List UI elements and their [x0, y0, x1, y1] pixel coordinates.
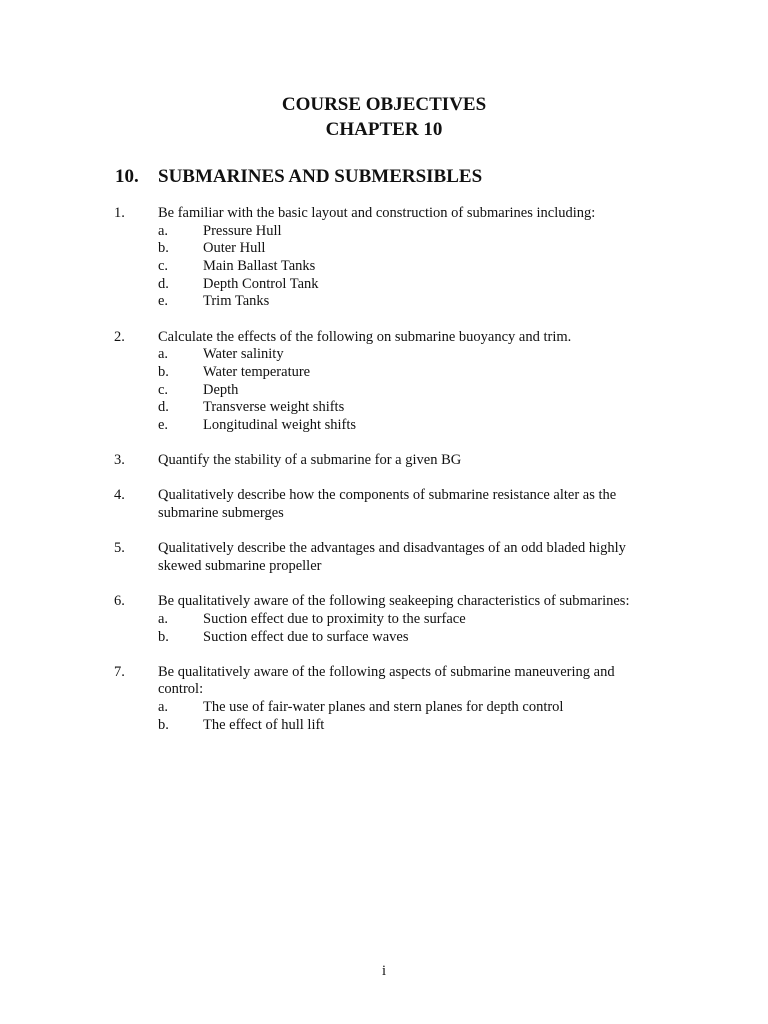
sub-item-letter: b.: [158, 364, 169, 380]
sub-item-letter: b.: [158, 628, 169, 645]
objective-item: [0, 329, 768, 435]
sub-item-text: Main Ballast Tanks: [203, 258, 316, 275]
objective-line: [0, 329, 768, 347]
sub-item-letter: c.: [158, 381, 169, 398]
objectives-list: [0, 205, 768, 752]
objective-item: [0, 452, 768, 470]
objective-line: [0, 452, 768, 470]
sub-item-text: The use of fair-water planes and stern planes for depth control: [203, 699, 564, 716]
sub-item-text: Outer Hull: [203, 240, 266, 257]
sub-item: [0, 611, 768, 629]
objective-item: [0, 664, 768, 735]
page-title: COURSE OBJECTIVES: [281, 94, 487, 115]
objective-text: control:: [158, 681, 204, 698]
sub-item-text: Water temperature: [203, 364, 311, 380]
sub-item: [0, 417, 768, 435]
objective-line: [0, 681, 768, 699]
objective-text: skewed submarine propeller: [158, 558, 322, 574]
sub-item-text: Pressure Hull: [203, 222, 282, 239]
objective-item: [0, 593, 768, 646]
objective-number: 3.: [114, 452, 125, 469]
objective-text: Qualitatively describe how the components of submarine resistance alter as the: [158, 487, 617, 504]
sub-item-text: Depth Control Tank: [203, 275, 319, 292]
sub-item-letter: e.: [158, 417, 169, 434]
objective-line: [0, 205, 768, 223]
sub-item-letter: a.: [158, 222, 169, 239]
objective-line: [0, 487, 768, 505]
sub-item: [0, 258, 768, 276]
objective-number: 1.: [114, 205, 125, 221]
sub-item-letter: a.: [158, 699, 169, 716]
objective-number: 4.: [114, 487, 125, 504]
section-number: 10.: [115, 166, 139, 187]
sub-item-letter: d.: [158, 399, 169, 416]
sub-item-text: Suction effect due to surface waves: [203, 628, 409, 645]
sub-item-text: Water salinity: [203, 346, 284, 363]
sub-item: [0, 276, 768, 294]
objective-item: [0, 487, 768, 522]
sub-item-letter: a.: [158, 346, 169, 363]
objective-item: [0, 540, 768, 575]
sub-item: [0, 293, 768, 311]
chapter-heading: CHAPTER 10: [325, 119, 443, 140]
sub-item-text: Transverse weight shifts: [203, 399, 345, 416]
objective-text: Quantify the stability of a submarine for a given BG: [158, 452, 462, 469]
sub-item: [0, 382, 768, 400]
section-title: SUBMARINES AND SUBMERSIBLES: [158, 166, 483, 187]
objective-text: Be familiar with the basic layout and construction of submarines including:: [158, 205, 596, 221]
sub-item: [0, 629, 768, 647]
sub-item-text: Suction effect due to proximity to the surface: [203, 610, 466, 627]
sub-item-letter: b.: [158, 240, 169, 257]
sub-item-text: Trim Tanks: [203, 293, 270, 310]
sub-item: [0, 699, 768, 717]
sub-item: [0, 240, 768, 258]
objective-number: 6.: [114, 593, 125, 610]
objective-line: [0, 540, 768, 558]
sub-item-letter: c.: [158, 258, 169, 275]
sub-item-text: Depth: [203, 381, 239, 398]
sub-item-text: Longitudinal weight shifts: [203, 417, 357, 434]
sub-item-letter: d.: [158, 275, 169, 292]
sub-item: [0, 364, 768, 382]
sub-item-letter: e.: [158, 293, 169, 310]
objective-text: Be qualitatively aware of the following aspects of submarine maneuvering and: [158, 663, 615, 680]
objective-text: Calculate the effects of the following on submarine buoyancy and trim.: [158, 328, 572, 345]
objective-line: [0, 664, 768, 682]
sub-item: [0, 399, 768, 417]
objective-item: [0, 205, 768, 311]
objective-line: [0, 558, 768, 576]
objective-text: Be qualitatively aware of the following seakeeping characteristics of submarines:: [158, 593, 630, 610]
objective-number: 7.: [114, 663, 125, 680]
objective-text: Qualitatively describe the advantages and disadvantages of an odd bladed highly: [158, 540, 626, 557]
sub-item: [0, 223, 768, 241]
page-number: i: [381, 963, 387, 979]
objective-number: 2.: [114, 328, 125, 345]
objective-number: 5.: [114, 540, 125, 557]
sub-item-letter: a.: [158, 610, 169, 627]
sub-item: [0, 346, 768, 364]
sub-item-text: The effect of hull lift: [203, 716, 325, 733]
objective-text: submarine submerges: [158, 505, 284, 522]
objective-line: [0, 505, 768, 523]
sub-item-letter: b.: [158, 716, 169, 733]
sub-item: [0, 717, 768, 735]
objective-line: [0, 593, 768, 611]
